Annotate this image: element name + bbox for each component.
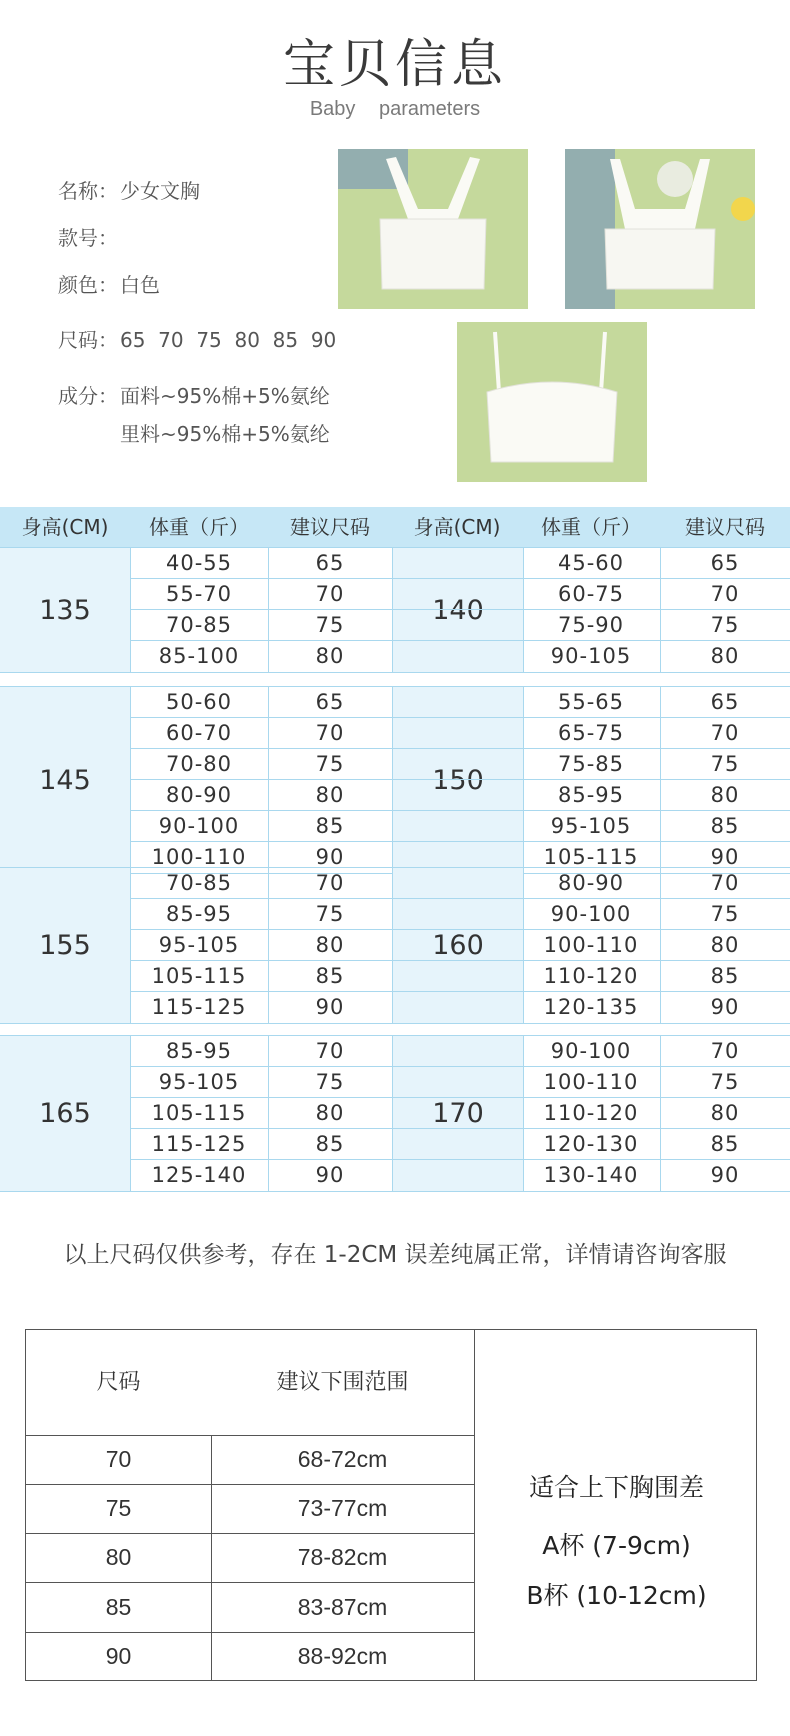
info-value: 65 70 75 80 85 90 bbox=[120, 328, 337, 352]
table-row bbox=[130, 749, 790, 780]
table-row bbox=[130, 992, 790, 1022]
col-weight: 体重（斤） bbox=[149, 515, 249, 539]
cup-row bbox=[26, 1632, 474, 1681]
weight-cell: 90-100 bbox=[158, 814, 240, 838]
cup-range-cell: 78-82cm bbox=[297, 1544, 388, 1571]
weight-cell: 120-135 bbox=[543, 995, 639, 1019]
info-sizes bbox=[58, 324, 336, 353]
size-cell: 75 bbox=[315, 902, 345, 926]
cup-side-title: 适合上下胸围差 bbox=[528, 1473, 704, 1502]
size-cell: 75 bbox=[710, 613, 740, 637]
size-cell: 90 bbox=[710, 845, 740, 869]
info-key: 颜色： bbox=[58, 273, 118, 297]
table-row bbox=[130, 1067, 790, 1098]
info-material bbox=[58, 380, 330, 409]
size-cell: 65 bbox=[315, 551, 345, 575]
size-cell: 90 bbox=[315, 1163, 345, 1187]
weight-cell: 100-110 bbox=[151, 845, 247, 869]
height-cell: 135 bbox=[0, 548, 131, 672]
height-cell: 155 bbox=[0, 868, 131, 1023]
size-cell: 65 bbox=[315, 690, 345, 714]
weight-cell: 105-115 bbox=[543, 845, 639, 869]
size-cell: 80 bbox=[315, 644, 345, 668]
size-cell: 75 bbox=[710, 752, 740, 776]
weight-cell: 100-110 bbox=[543, 933, 639, 957]
weight-cell: 100-110 bbox=[543, 1070, 639, 1094]
info-key: 成分： bbox=[58, 384, 118, 408]
table-row bbox=[130, 610, 790, 641]
cup-row bbox=[26, 1484, 474, 1534]
cup-a: A杯 (7-9cm) bbox=[542, 1531, 691, 1560]
size-block bbox=[0, 547, 790, 673]
cup-range-cell: 88-92cm bbox=[297, 1642, 388, 1669]
size-cell: 85 bbox=[710, 814, 740, 838]
cup-range-cell: 73-77cm bbox=[297, 1495, 388, 1522]
table-row bbox=[130, 687, 790, 718]
weight-cell: 105-115 bbox=[151, 964, 247, 988]
size-block bbox=[0, 1035, 790, 1192]
weight-cell: 45-60 bbox=[557, 551, 625, 575]
size-cell: 80 bbox=[315, 1101, 345, 1125]
page-subtitle: Baby parameters bbox=[309, 98, 481, 120]
cup-row bbox=[26, 1533, 474, 1583]
size-cell: 75 bbox=[315, 752, 345, 776]
size-cell: 85 bbox=[315, 814, 345, 838]
weight-cell: 110-120 bbox=[543, 964, 639, 988]
weight-cell: 90-100 bbox=[550, 1039, 632, 1063]
weight-cell: 115-125 bbox=[151, 995, 247, 1019]
height-cell: 165 bbox=[0, 1036, 131, 1191]
cup-table bbox=[25, 1329, 757, 1681]
weight-cell: 115-125 bbox=[151, 1132, 247, 1156]
weight-cell: 85-95 bbox=[165, 902, 233, 926]
table-row bbox=[130, 930, 790, 961]
weight-cell: 70-80 bbox=[165, 752, 233, 776]
height-cell: 170 bbox=[392, 1036, 524, 1191]
size-block bbox=[0, 686, 790, 874]
cup-size-cell: 75 bbox=[105, 1495, 132, 1522]
table-row bbox=[130, 899, 790, 930]
size-cell: 70 bbox=[315, 871, 345, 895]
weight-cell: 50-60 bbox=[165, 690, 233, 714]
table-row bbox=[130, 1098, 790, 1129]
table-row bbox=[130, 718, 790, 749]
size-cell: 70 bbox=[710, 1039, 740, 1063]
table-row bbox=[130, 1160, 790, 1190]
page-title: 宝贝信息 bbox=[282, 35, 507, 95]
table-row bbox=[130, 780, 790, 811]
size-table-header bbox=[0, 507, 790, 547]
product-photo-strap bbox=[457, 322, 647, 482]
size-cell: 80 bbox=[710, 644, 740, 668]
size-cell: 85 bbox=[315, 964, 345, 988]
size-cell: 65 bbox=[710, 690, 740, 714]
size-cell: 70 bbox=[315, 721, 345, 745]
product-photo-front bbox=[565, 149, 755, 309]
info-color bbox=[58, 269, 160, 298]
size-cell: 85 bbox=[710, 1132, 740, 1156]
table-row bbox=[130, 641, 790, 671]
size-cell: 70 bbox=[710, 871, 740, 895]
weight-cell: 70-85 bbox=[165, 871, 233, 895]
cup-range-cell: 83-87cm bbox=[297, 1593, 388, 1620]
product-photo-back bbox=[338, 149, 528, 309]
size-cell: 80 bbox=[315, 933, 345, 957]
weight-cell: 65-75 bbox=[557, 721, 625, 745]
weight-cell: 55-70 bbox=[165, 582, 233, 606]
size-cell: 75 bbox=[315, 1070, 345, 1094]
size-cell: 75 bbox=[315, 613, 345, 637]
info-lining bbox=[58, 418, 330, 447]
weight-cell: 90-105 bbox=[550, 644, 632, 668]
table-row bbox=[130, 811, 790, 842]
cup-row bbox=[26, 1583, 474, 1633]
weight-cell: 75-90 bbox=[557, 613, 625, 637]
size-cell: 80 bbox=[710, 1101, 740, 1125]
col-height: 身高(CM) bbox=[21, 515, 109, 539]
weight-cell: 85-100 bbox=[158, 644, 240, 668]
weight-cell: 80-90 bbox=[557, 871, 625, 895]
info-value: 面料~95%棉+5%氨纶 bbox=[120, 384, 330, 408]
weight-cell: 110-120 bbox=[543, 1101, 639, 1125]
height-cell: 160 bbox=[392, 868, 524, 1023]
cup-b: B杯 (10-12cm) bbox=[526, 1581, 707, 1610]
weight-cell: 70-85 bbox=[165, 613, 233, 637]
weight-cell: 120-130 bbox=[543, 1132, 639, 1156]
size-cell: 90 bbox=[710, 995, 740, 1019]
size-block bbox=[0, 867, 790, 1024]
weight-cell: 60-70 bbox=[165, 721, 233, 745]
cup-row bbox=[26, 1435, 474, 1485]
weight-cell: 85-95 bbox=[557, 783, 625, 807]
size-note: 以上尺码仅供参考，存在 1-2CM 误差纯属正常，详情请咨询客服 bbox=[63, 1242, 727, 1268]
weight-cell: 95-105 bbox=[158, 933, 240, 957]
size-cell: 70 bbox=[315, 1039, 345, 1063]
weight-cell: 85-95 bbox=[165, 1039, 233, 1063]
weight-cell: 105-115 bbox=[151, 1101, 247, 1125]
size-cell: 70 bbox=[710, 721, 740, 745]
size-cell: 70 bbox=[710, 582, 740, 606]
col-size: 建议尺码 bbox=[290, 515, 370, 539]
col-size: 建议尺码 bbox=[685, 515, 765, 539]
table-row bbox=[130, 1129, 790, 1160]
info-key: 尺码： bbox=[58, 328, 118, 352]
weight-cell: 55-65 bbox=[557, 690, 625, 714]
table-row bbox=[130, 579, 790, 610]
info-value: 里料~95%棉+5%氨纶 bbox=[120, 422, 330, 446]
info-value: 白色 bbox=[120, 273, 160, 297]
table-row bbox=[130, 961, 790, 992]
info-name bbox=[58, 175, 200, 204]
cup-col-size: 尺码 bbox=[96, 1370, 141, 1395]
weight-cell: 125-140 bbox=[151, 1163, 247, 1187]
size-cell: 75 bbox=[710, 1070, 740, 1094]
info-key: 名称： bbox=[58, 179, 118, 203]
size-cell: 80 bbox=[710, 783, 740, 807]
height-cell: 140 bbox=[392, 548, 524, 672]
weight-cell: 40-55 bbox=[165, 551, 233, 575]
weight-cell: 95-105 bbox=[550, 814, 632, 838]
size-cell: 65 bbox=[710, 551, 740, 575]
cup-size-cell: 90 bbox=[105, 1642, 132, 1669]
size-cell: 85 bbox=[710, 964, 740, 988]
table-row bbox=[130, 548, 790, 579]
cup-col-range: 建议下围范围 bbox=[276, 1370, 409, 1395]
cup-range-cell: 68-72cm bbox=[297, 1446, 388, 1472]
size-cell: 80 bbox=[315, 783, 345, 807]
height-cell: 150 bbox=[392, 687, 524, 873]
size-cell: 90 bbox=[710, 1163, 740, 1187]
col-height: 身高(CM) bbox=[413, 515, 501, 539]
table-row bbox=[130, 868, 790, 899]
weight-cell: 90-100 bbox=[550, 902, 632, 926]
cup-size-cell: 80 bbox=[105, 1544, 132, 1571]
size-cell: 85 bbox=[315, 1132, 345, 1156]
height-cell: 145 bbox=[0, 687, 131, 873]
info-style-no bbox=[58, 222, 120, 251]
col-weight: 体重（斤） bbox=[541, 515, 641, 539]
weight-cell: 60-75 bbox=[557, 582, 625, 606]
cup-size-cell: 85 bbox=[105, 1593, 132, 1620]
size-cell: 90 bbox=[315, 995, 345, 1019]
cup-table-header bbox=[26, 1330, 474, 1436]
size-cell: 75 bbox=[710, 902, 740, 926]
weight-cell: 130-140 bbox=[543, 1163, 639, 1187]
size-cell: 70 bbox=[315, 582, 345, 606]
size-cell: 90 bbox=[315, 845, 345, 869]
size-cell: 80 bbox=[710, 933, 740, 957]
info-value: 少女文胸 bbox=[120, 179, 200, 203]
info-key: 款号： bbox=[58, 226, 118, 250]
weight-cell: 75-85 bbox=[557, 752, 625, 776]
table-row bbox=[130, 1036, 790, 1067]
cup-size-cell: 70 bbox=[105, 1446, 132, 1472]
weight-cell: 95-105 bbox=[158, 1070, 240, 1094]
weight-cell: 80-90 bbox=[165, 783, 233, 807]
